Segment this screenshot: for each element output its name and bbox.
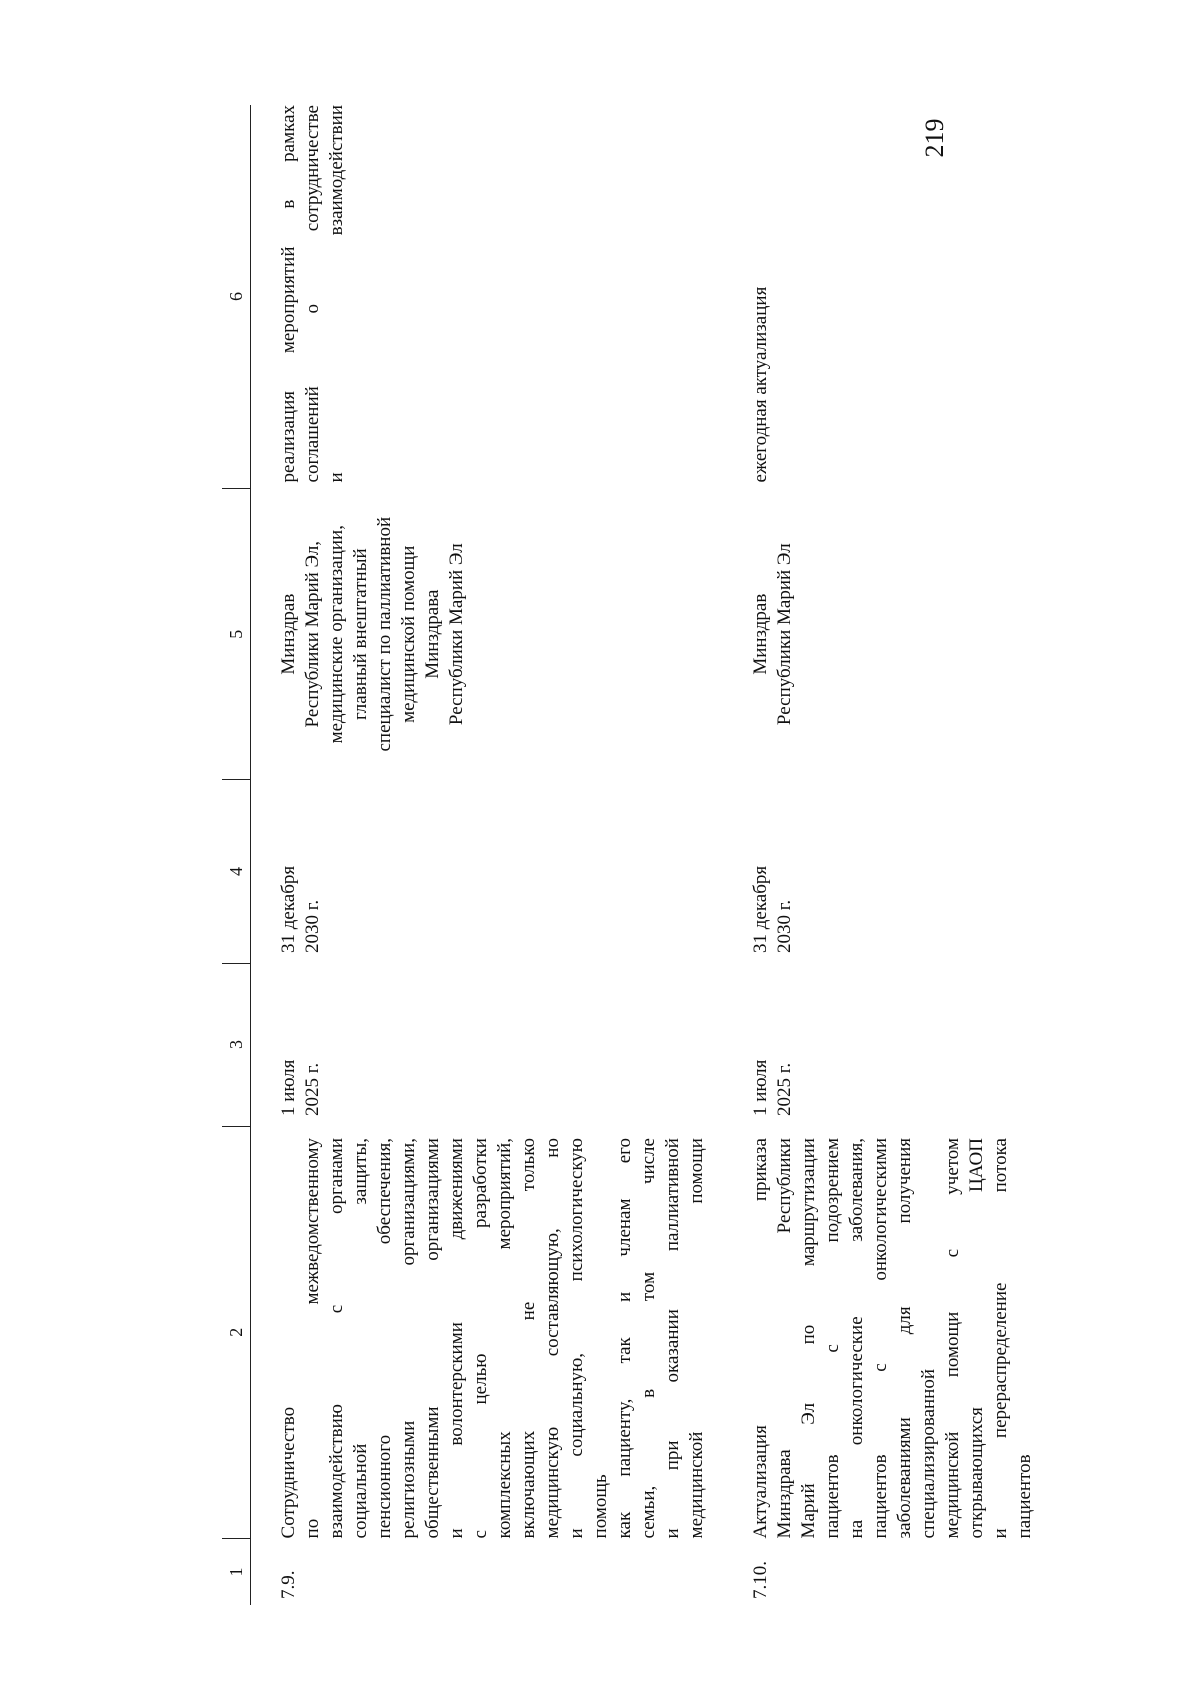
- row-number: 7.9.: [278, 1570, 299, 1599]
- cell-line: с целью разработки: [470, 1138, 491, 1539]
- cell-line: 2025 г.: [302, 1062, 323, 1117]
- cell-line: пациентов с онкологическими: [870, 1138, 891, 1539]
- cell-line: заболеваниями для получения: [894, 1138, 915, 1539]
- cell-line: реализация мероприятий в рамках: [278, 105, 299, 483]
- cell-line: по межведомственному: [302, 1138, 323, 1539]
- cell-line: 1 июля: [278, 1059, 299, 1117]
- cell-line: общественными организациями: [422, 1138, 443, 1539]
- row-start-date: [251, 963, 710, 1126]
- cell-line: Минздрав: [750, 593, 771, 675]
- cell-line: Минздрав: [278, 593, 299, 675]
- row-responsible: [251, 488, 710, 780]
- cell-line: и волонтерскими движениями: [446, 1138, 467, 1539]
- table-header-row: [222, 105, 251, 1605]
- row-description: [251, 1126, 710, 1538]
- row-number: 7.10.: [750, 1561, 771, 1599]
- cell-line: 31 декабря: [278, 865, 299, 954]
- action-plan-table: [222, 105, 1037, 1605]
- header-col-1: 1: [222, 1538, 251, 1605]
- cell-line: медицинской помощи с учетом: [942, 1138, 963, 1539]
- cell-line: Минздрава Республики: [774, 1138, 795, 1539]
- header-col-2: 2: [222, 1126, 251, 1538]
- cell-line: Минздрава: [422, 589, 443, 679]
- cell-line: специализированной: [918, 1368, 939, 1539]
- header-col-6: 6: [222, 105, 251, 488]
- cell-line: как пациенту, так и членам его: [614, 1138, 635, 1539]
- header-col-3: 3: [222, 963, 251, 1126]
- cell-line: соглашений о сотрудничестве: [302, 105, 323, 483]
- cell-line: пациентов с подозрением: [822, 1138, 843, 1539]
- cell-line: Республики Марий Эл: [446, 543, 467, 726]
- cell-line: медицинской помощи: [686, 1138, 707, 1539]
- cell-line: медицинские организации,: [326, 525, 347, 744]
- cell-line: ежегодная актуализация: [750, 286, 771, 483]
- cell-line: и социальную, психологическую: [566, 1138, 587, 1539]
- rotated-table-container: [222, 105, 1122, 1605]
- cell-line: главный внештатный: [350, 548, 371, 721]
- page-number: 219: [920, 118, 949, 158]
- cell-line: специалист по паллиативной: [374, 516, 395, 752]
- row-responsible: [723, 488, 1037, 780]
- cell-line: помощь: [590, 1474, 611, 1539]
- cell-line: включающих не только: [518, 1138, 539, 1539]
- row-start-date: [723, 963, 1037, 1126]
- cell-line: и взаимодействии: [326, 105, 347, 483]
- cell-line: 2030 г.: [774, 899, 795, 954]
- cell-line: комплексных мероприятий,: [494, 1138, 515, 1539]
- row-result: [251, 105, 710, 488]
- cell-line: социальной защиты,: [350, 1138, 371, 1539]
- row-description: [723, 1126, 1037, 1538]
- cell-line: взаимодействию с органами: [326, 1138, 347, 1539]
- cell-line: и при оказании паллиативной: [662, 1138, 683, 1539]
- row-end-date: [723, 780, 1037, 963]
- row-end-date: [251, 780, 710, 963]
- cell-line: семьи, в том числе: [638, 1138, 659, 1539]
- cell-line: Актуализация приказа: [750, 1138, 771, 1539]
- cell-line: 31 декабря: [750, 865, 771, 954]
- table-row: [723, 105, 1037, 1605]
- cell-line: Республики Марий Эл,: [302, 540, 323, 728]
- cell-line: открывающихся ЦАОП: [966, 1138, 987, 1539]
- cell-line: на онкологические заболевания,: [846, 1138, 867, 1539]
- cell-line: медицинскую составляющую, но: [542, 1138, 563, 1539]
- table-row: [251, 105, 710, 1605]
- row-result: [723, 105, 1037, 488]
- cell-line: Марий Эл по маршрутизации: [798, 1138, 819, 1539]
- cell-line: пациентов: [1014, 1454, 1035, 1539]
- cell-line: медицинской помощи: [398, 545, 419, 723]
- header-col-4: 4: [222, 780, 251, 963]
- cell-line: и перераспределение потока: [990, 1138, 1011, 1539]
- cell-line: Сотрудничество: [278, 1406, 299, 1539]
- cell-line: Республики Марий Эл: [774, 543, 795, 726]
- cell-line: 1 июля: [750, 1059, 771, 1117]
- cell-line: религиозными организациями,: [398, 1138, 419, 1539]
- header-col-5: 5: [222, 488, 251, 780]
- cell-line: 2025 г.: [774, 1062, 795, 1117]
- cell-line: пенсионного обеспечения,: [374, 1138, 395, 1539]
- cell-line: 2030 г.: [302, 899, 323, 954]
